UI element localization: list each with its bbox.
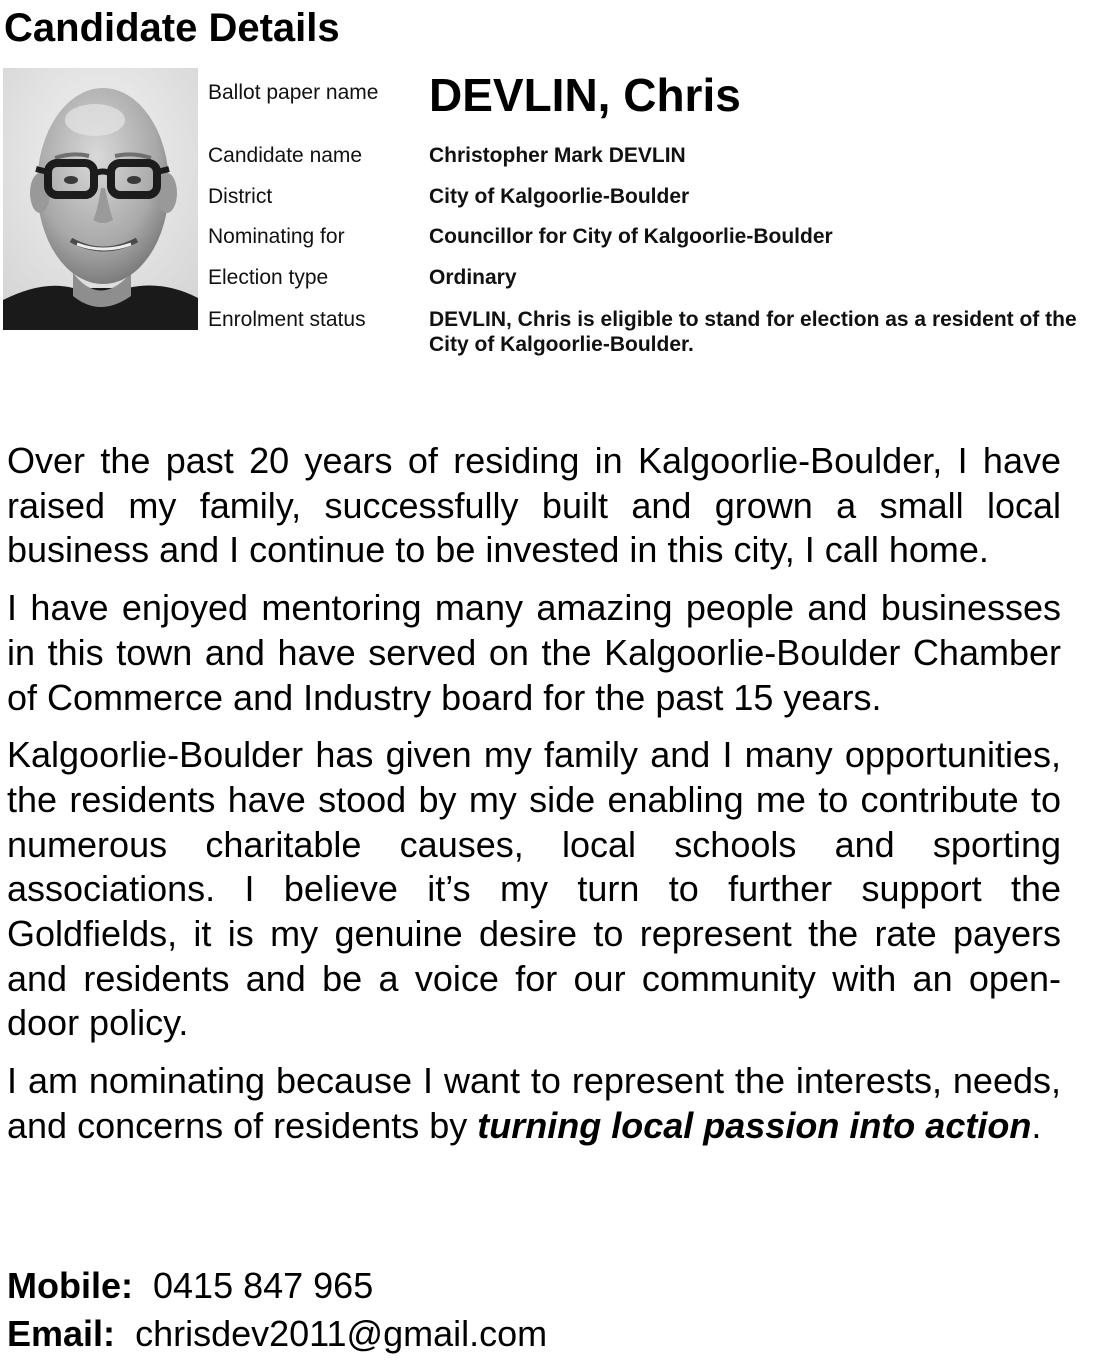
ballot-paper-name-label: Ballot paper name xyxy=(208,81,379,104)
statement-emphasis: turning local passion into action xyxy=(477,1104,1032,1146)
statement-paragraph: Over the past 20 years of residing in Kalgoorlie-Boulder, I have raised my family, successfully built and grown a small local business and I continue to be invested in this city, I call home. xyxy=(7,440,1061,571)
ballot-paper-name-value: DEVLIN, Chris xyxy=(429,69,741,121)
page-title: Candidate Details xyxy=(4,6,340,50)
district-label: District xyxy=(208,185,273,208)
email-contact xyxy=(7,1311,547,1357)
enrolment-status-value: DEVLIN, Chris is eligible to stand for election as a resident of the City of Kalgoorlie-Boulder. xyxy=(429,308,1077,356)
mobile-label: Mobile: xyxy=(7,1265,133,1306)
candidate-name-value: Christopher Mark DEVLIN xyxy=(429,144,686,167)
candidate-photo xyxy=(3,68,198,330)
portrait-image xyxy=(3,68,198,330)
mobile-number: 0415 847 965 xyxy=(153,1265,374,1306)
statement-paragraph: I have enjoyed mentoring many amazing people and businesses in this town and have served on the Kalgoorlie-Boulder Chamber of Commerce and Industry board for the past 15 years. xyxy=(7,587,1061,718)
statement-text: . xyxy=(1031,1104,1042,1146)
statement-paragraph xyxy=(7,1059,1061,1148)
nominating-for-label: Nominating for xyxy=(208,225,345,248)
candidate-statement xyxy=(7,439,1061,1162)
statement-text: I am nominating because I want to represent the interests, needs, and concerns of residents by xyxy=(7,1060,1061,1146)
email-address: chrisdev2011@gmail.com xyxy=(135,1313,548,1354)
election-type-label: Election type xyxy=(208,266,329,289)
district-value: City of Kalgoorlie-Boulder xyxy=(429,185,690,208)
candidate-name-label: Candidate name xyxy=(208,144,363,167)
email-label: Email: xyxy=(7,1313,116,1354)
election-type-value: Ordinary xyxy=(429,266,517,289)
statement-paragraph: Kalgoorlie-Boulder has given my family and I many opportunities, the residents have stood by my side enabling me to contribute to numerous charitable causes, local schools and sporting associations. I believe it’s my turn to further support the Goldfields, it is my genuine desire to represent the rate payers and residents and be a voice for our community with an open-door policy. xyxy=(7,734,1061,1044)
nominating-for-value: Councillor for City of Kalgoorlie-Boulder xyxy=(429,225,833,248)
mobile-contact xyxy=(7,1263,373,1309)
enrolment-status-label: Enrolment status xyxy=(208,308,366,331)
